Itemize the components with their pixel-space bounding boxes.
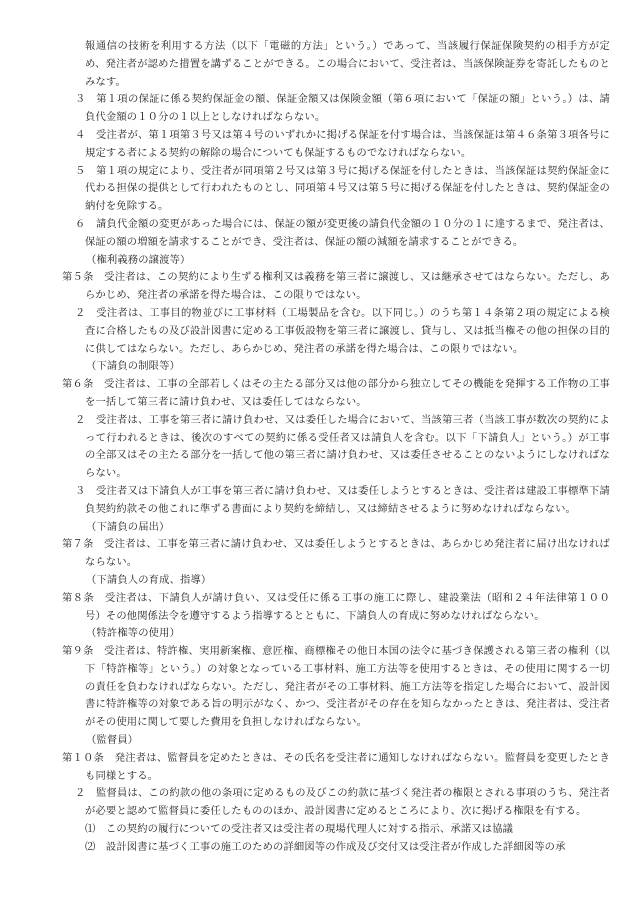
- art6-para-3: ３ 受注者又は下請負人が工事を第三者に請け負わせ、又は委任しようとするときは、受注者は建設工事標準下請負契約約款その他これに準ずる書面により契約を締結し、又は締結させるように努めなければならない。: [75, 484, 610, 515]
- art7-caption: （下請負の届出）: [86, 520, 170, 533]
- art10-item-2: ⑵ 設計図書に基づく工事の施工のための詳細図等の作成及び交付又は受注者が作成した詳細図等の承: [85, 840, 566, 853]
- art4-para-3: ３ 第１項の保証に係る契約保証金の額、保証金額又は保険金額（第６項において「保証の額」という。）は、請負代金額の１０分の１以上としなければならない。: [75, 93, 610, 124]
- art9-text: 受注者は、特許権、実用新案権、意匠権、商標権その他日本国の法令に基づき保護される第三者の権利（以下「特許権等」という。）の対象となっている工事材料、施工方法等を使用するときは、その使用に関する一切の責任を負わなければならない。ただし、発注者がその工事材料、施工方法等を指定した場合において、設計図書に特許権等の対象である旨の明示がなく、かつ、受注者がその存在を知らなかったときは、発注者は、受注者がその使用に関して要した費用を負担しなければならない。: [85, 645, 610, 729]
- art10-number: 第１０条: [62, 751, 105, 764]
- art7-body: [62, 536, 610, 572]
- art8-number: 第８条: [62, 591, 95, 604]
- art7-text: 受注者は、工事を第三者に請け負わせ、又は委任しようとするときは、あらかじめ発注者に届け出なければならない。: [85, 538, 610, 569]
- art4-para-6: ６ 請負代金額の変更があった場合には、保証の額が変更後の請負代金額の１０分の１に達するまで、発注者は、保証の額の増額を請求することができ、受注者は、保証の額の減額を請求することができる。: [75, 217, 610, 248]
- art10-text: 発注者は、監督員を定めたときは、その氏名を受注者に通知しなければならない。監督員を変更したときも同様とする。: [85, 751, 610, 782]
- art9-body: [62, 643, 610, 732]
- art5-body: [62, 269, 610, 305]
- art8-text: 受注者は、下請負人が請け負い、又は受任に係る工事の施工に際し、建設業法（昭和２４年法律第１００号）その他関係法令を遵守するよう指導するとともに、下請負人の育成に努めなければならない。: [85, 591, 611, 622]
- art10-para-2: ２ 監督員は、この約款の他の条項に定めるもの及びこの約款に基づく発注者の権限とされる事項のうち、発注者が必要と認めて監督員に委任したもののほか、設計図書に定めるところにより、次に掲げる権限を有する。: [75, 787, 610, 818]
- contract-clauses-page: [62, 38, 611, 857]
- art8-body: [62, 590, 611, 626]
- art9-caption: （特許権等の使用）: [86, 627, 181, 640]
- art5-number: 第５条: [62, 271, 94, 284]
- art5-caption: （権利義務の譲渡等）: [86, 253, 191, 266]
- art9-number: 第９条: [62, 645, 94, 658]
- art6-number: 第６条: [62, 378, 94, 391]
- art5-text: 受注者は、この契約により生ずる権利又は義務を第三者に譲渡し、又は継承させてはならない。ただし、あらかじめ、発注者の承諾を得た場合は、この限りではない。: [85, 271, 610, 302]
- art6-text: 受注者は、工事の全部若しくはその主たる部分又は他の部分から独立してその機能を発揮する工作物の工事を一括して第三者に請け負わせ、又は委任してはならない。: [85, 378, 610, 408]
- art6-body: [62, 376, 610, 412]
- art6-para-2: ２ 受注者は、工事を第三者に請け負わせ、又は委任した場合において、当該第三者（当該工事が数次の契約によって行われるときは、後次のすべての契約に係る受任者又は請負人を含む。以下「下請負人」という。）が工事の全部又はその主たる部分を一括して他の第三者に請け負わせ、又は委任させることのないようにしなければならない。: [75, 413, 610, 480]
- art10-item-1: ⑴ この契約の履行についての受注者又は受注者の現場代理人に対する指示、承諾又は協議: [85, 823, 514, 836]
- art4-para-4: ４ 受注者が、第１項第３号又は第４号のいずれかに掲げる保証を付す場合は、当該保証は第４６条第３項各号に規定する者による契約の解除の場合についても保証するものでなければならない。: [75, 128, 610, 159]
- art8-caption: （下請負人の育成、指導）: [86, 573, 212, 586]
- art4-para-5: ５ 第１項の規定により、受注者が同項第２号又は第３号に掲げる保証を付したときは、当該保証は契約保証金に代わる担保の提供として行われたものとし、同項第４号又は第５号に掲げる保証を付したときは、契約保証金の納付を免除する。: [75, 164, 610, 213]
- art10-caption: （監督員）: [86, 734, 139, 747]
- art6-caption: （下請負の制限等）: [86, 360, 181, 373]
- intro-continuation: 報通信の技術を利用する方法（以下「電磁的方法」という。）であって、当該履行保証保険契約の相手方が定め、発注者が認めた措置を講ずることができる。この場合において、受注者は、当該保険証券を寄託したものとみなす。: [85, 40, 610, 88]
- art5-para-2: ２ 受注者は、工事目的物並びに工事材料（工場製品を含む。以下同じ。）のうち第１４条第２項の規定による検査に合格したもの及び設計図書に定める工事仮設物を第三者に譲渡し、貸与し、又は抵当権その他の担保の目的に供してはならない。ただし、あらかじめ、発注者の承諾を得た場合は、この限りではない。: [75, 306, 610, 355]
- art10-body: [62, 750, 610, 786]
- art7-number: 第７条: [62, 538, 94, 551]
